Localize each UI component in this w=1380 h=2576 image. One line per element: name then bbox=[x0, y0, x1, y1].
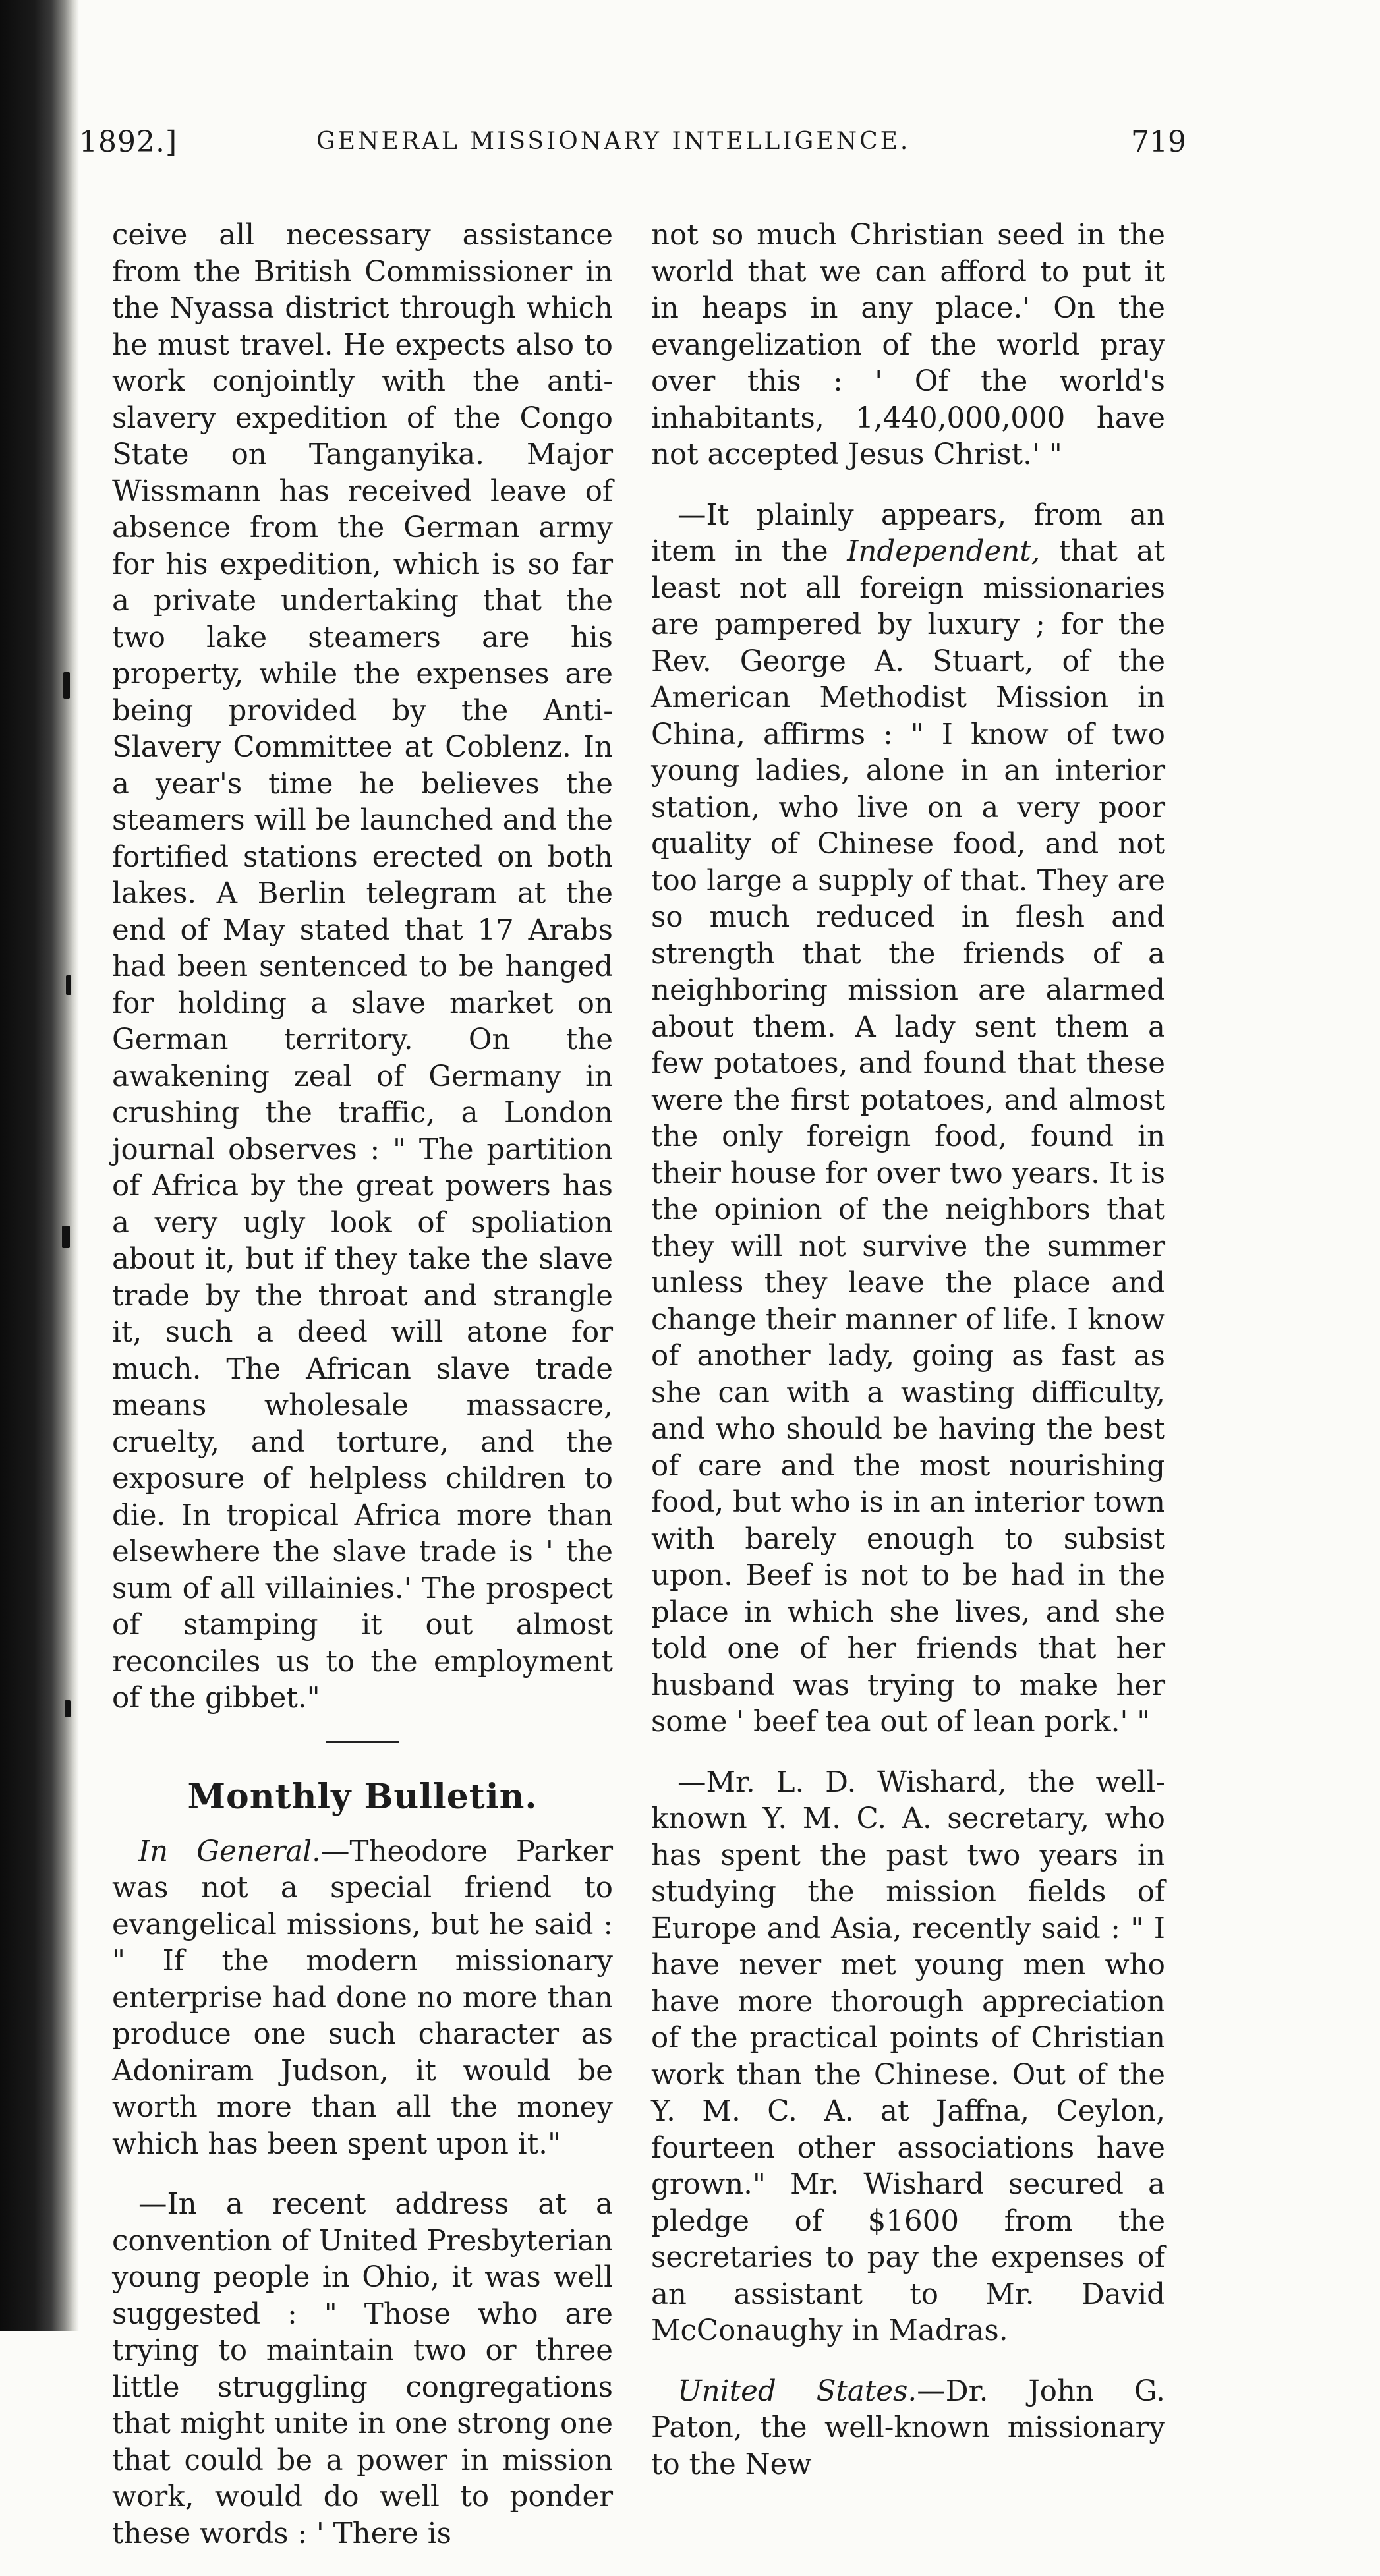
book-binding-edge bbox=[0, 0, 79, 2331]
section-heading: Monthly Bulletin. bbox=[187, 1776, 538, 1817]
bulletin-text: —It plainly appears, from an item in the bbox=[651, 498, 1165, 568]
bulletin-text: —Theodore Parker was not a special friend to evangelical missions, but he said : " If the modern missionary enterprise had done no more than produce one such character as Adoniram Judson, it would be worth more than all the money which has been spent upon it." bbox=[112, 1835, 613, 2161]
running-title: GENERAL MISSIONARY INTELLIGENCE. bbox=[316, 128, 911, 155]
bulletin-paragraph bbox=[651, 498, 1165, 1741]
page-header bbox=[79, 125, 1186, 178]
page-number: 719 bbox=[1131, 125, 1186, 159]
binding-mark bbox=[63, 672, 70, 699]
bulletin-paragraph bbox=[112, 1834, 613, 2163]
header-year: 1892.] bbox=[79, 125, 178, 159]
bulletin-text: —Dr. John G. Paton, the well-known missionary to the New bbox=[651, 2374, 1166, 2481]
bulletin-text: that at least not all foreign missionaries are pampered by luxury ; for the Rev. George A. Stuart, of the American Methodist Mission in China, affirms : " I know of two young ladies, alone in an interior station, who live on a very poor quality of Chinese food, and not too large a supply of that. They are so much reduced in flesh and strength that the friends of a neighboring mission are alarmed about them. A lady sent them a few potatoes, and found that these were the first potatoes, and almost the only foreign food, found in their house for over two years. It is the opinion of the neighbors that they will not survive the summer unless they leave the place and change their manner of life. I know of another lady, going as fast as she can with a wasting difficulty, and who should be having the best of care and the most nourishing food, but who is in an interior town with barely enough to subsist upon. Beef is not to be had in the place in which she lives, and she told one of her friends that her husband was trying to make her some ' beef tea out of lean pork.' " bbox=[651, 535, 1165, 1738]
bulletin-lead: In General. bbox=[138, 1835, 321, 1868]
binding-mark bbox=[66, 975, 71, 995]
binding-mark bbox=[62, 1226, 70, 1248]
bulletin-paragraph bbox=[651, 2374, 1165, 2484]
section-divider bbox=[326, 1741, 399, 1743]
binding-mark bbox=[65, 1700, 71, 1717]
publication-name: Independent, bbox=[847, 535, 1041, 568]
bulletin-paragraph: not so much Christian seed in the world that we can afford to put it in heaps in any place.' On the evangelization of the world pray over this : ' Of the world's inhabitants, 1,440,000,000 have not accepted Jesus Christ.' " bbox=[651, 219, 1165, 471]
bulletin-paragraph: —In a recent address at a convention of United Presbyterian young people in Ohio, it was well suggested : " Those who are trying to maintain two or three little struggling congregations that might unite in one strong one that could be a power in mission work, would do well to ponder these words : ' There is bbox=[112, 2188, 613, 2550]
left-column bbox=[112, 217, 613, 2576]
article-paragraph: ceive all necessary assistance from the British Commissioner in the Nyassa district through which he must travel. He expects also to work conjointly with the anti-slavery expedition of the Congo State on Tanganyika. Major Wissmann has received leave of absence from the German army for his expedition, which is so far a private undertaking that the two lake steamers are his property, while the expenses are being provided by the Anti-Slavery Committee at Coblenz. In a year's time he believes the steamers will be launched and the fortified stations erected on both lakes. A Berlin telegram at the end of May stated that 17 Arabs had been sentenced to be hanged for holding a slave market on German territory. On the awakening zeal of Germany in crushing the traffic, a London journal observes : " The partition of Africa by the great powers has a very ugly look of spoliation about it, but if they take the slave trade by the throat and strangle it, such a deed will atone for much. The African slave trade means wholesale massacre, cruelty, and torture, and the exposure of helpless children to die. In tropical Africa more than elsewhere the slave trade is ' the sum of all villainies.' The prospect of stamping it out almost reconciles us to the employment of the gibbet." bbox=[112, 219, 613, 1715]
bulletin-lead: United States. bbox=[677, 2374, 917, 2408]
right-column bbox=[651, 217, 1165, 2507]
bulletin-paragraph: —Mr. L. D. Wishard, the well-known Y. M. C. A. secretary, who has spent the past two years in studying the mission fields of Europe and Asia, recently said : " I have never met young men who have more thorough appreciation of the practical points of Christian work than the Chinese. Out of the Y. M. C. A. at Jaffna, Ceylon, fourteen other associations have grown." Mr. Wishard secured a pledge of $1600 from the secretaries to pay the expenses of an assistant to Mr. David McConaughy in Madras. bbox=[651, 1765, 1165, 2347]
